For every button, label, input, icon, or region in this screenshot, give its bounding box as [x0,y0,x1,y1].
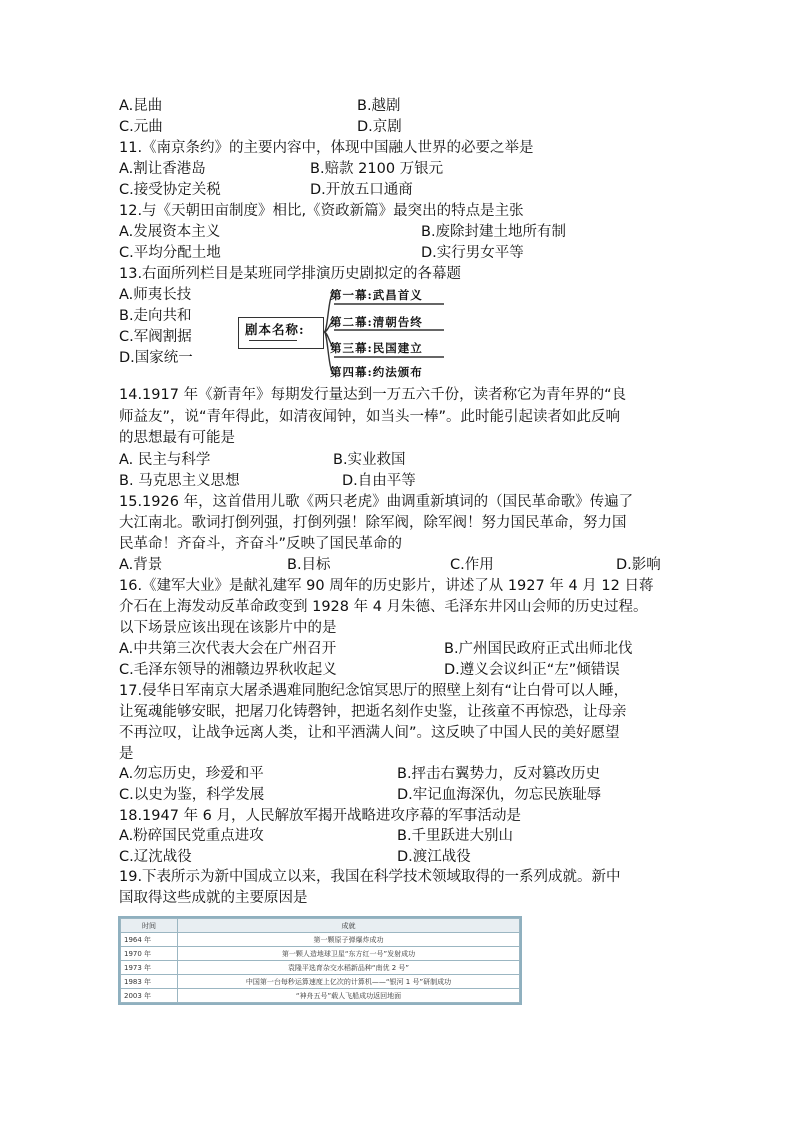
q17-line-3: 不再泣叹，让战争远离人类，让和平酒满人间”。这反映了中国人民的美好愿望 [119,725,620,741]
q15-line-3: 民革命！齐奋斗，齐奋斗”反映了国民革命的 [119,536,403,552]
q16-option-d: D.遵义会议纠正“左”倾错误 [444,662,620,678]
act-3: 第三幕:民国建立 [330,341,423,355]
q18-stem: 18.1947 年 6 月，人民解放军揭开战略进攻序幕的军事活动是 [119,808,522,824]
q11-option-c: C.接受协定关税 [119,182,221,198]
q14-option-d: D.自由平等 [342,473,416,489]
q14-option-b: B.实业救国 [333,452,406,468]
header-achievement: 成就 [178,919,520,933]
q10-option-c: C.元曲 [119,119,163,135]
act-2: 第二幕:清朝告终 [330,315,423,329]
q19-line-1: 19.下表所示为新中国成立以来，我国在科学技术领域取得的一系列成就。新中 [119,869,621,885]
q14-line-2: 师益友”，说“青年得此，如清夜闻钟，如当头一棒”。此时能引起读者如此反响 [119,409,621,425]
q15-line-1: 15.1926 年，这首借用儿歌《两只老虎》曲调重新填词的（国民革命歌》传遍了 [119,494,634,510]
act-1: 第一幕:武昌首义 [330,288,423,302]
q15-line-2: 大江南北。歌词打倒列强，打倒列强！除军阀，除军阀！努力国民革命，努力国 [119,515,627,531]
q13-option-a: A.师夷长技 [119,287,192,303]
q18-option-a: A.粉碎国民党重点进攻 [119,828,264,844]
q11-option-a: A.割让香港岛 [119,161,206,177]
q17-option-d: D.牢记血海深仇，勿忘民族耻辱 [397,787,602,803]
header-time: 时间 [121,919,178,933]
q15-option-d: D.影响 [616,557,661,573]
act-4: 第四幕:约法颁布 [330,365,423,379]
q12-option-d: D.实行男女平等 [421,245,524,261]
q15-option-b: B.目标 [287,557,331,573]
q12-option-c: C.平均分配土地 [119,245,221,261]
q15-option-a: A.背景 [119,557,163,573]
q16-option-b: B.广州国民政府正式出师北伐 [444,641,633,657]
q16-option-c: C.毛泽东领导的湘赣边界秋收起义 [119,662,337,678]
q16-line-1: 16.《建军大业》是献礼建军 90 周年的历史影片，讲述了从 1927 年 4 月 12 日蒋 [119,578,654,594]
q14-line-3: 的思想最有可能是 [119,430,235,446]
q16-option-a: A.中共第三次代表大会在广州召开 [119,641,337,657]
q13-option-d: D.国家统一 [119,350,193,366]
q10-option-b: B.越剧 [357,98,401,114]
table-row [121,975,520,989]
row-time: 1973 年 [121,961,178,975]
q18-option-d: D.渡江战役 [397,849,471,865]
table-row [121,989,520,1003]
q19-line-2: 国取得这些成就的主要原因是 [119,890,308,906]
row-time: 1970 年 [121,947,178,961]
row-achievement: 第一颗原子弹爆炸成功 [178,933,520,947]
row-achievement: “神舟五号”载人飞船成功返回地面 [178,989,520,1003]
row-achievement: 袁隆平选育杂交水稻新品种“南优 2 号” [178,961,520,975]
q13-option-c: C.军阀割据 [119,329,192,345]
play-acts-diagram [238,284,448,380]
q11-option-b: B.赔款 2100 万银元 [310,161,444,177]
table-row [121,961,520,975]
table-row [121,947,520,961]
row-time: 1983 年 [121,975,178,989]
q17-line-2: 让冤魂能够安眠，把屠刀化铸磬钟，把逝名刻作史鉴，让孩童不再惊恐，让母亲 [119,704,627,720]
q14-option-a: A. 民主与科学 [119,452,211,468]
row-time: 1964 年 [121,933,178,947]
row-time: 2003 年 [121,989,178,1003]
q12-stem: 12.与《天朝田亩制度》相比,《资政新篇》最突出的特点是主张 [119,203,524,219]
q15-option-c: C.作用 [450,557,494,573]
q17-option-c: C.以史为鉴，科学发展 [119,787,265,803]
q12-option-a: A.发展资本主义 [119,224,221,240]
table-row [121,933,520,947]
q17-line-4: 是 [119,746,134,762]
q18-option-c: C.辽沈战役 [119,849,192,865]
q14-line-1: 14.1917 年《新青年》每期发行量达到一万五六千份，读者称它为青年界的“良 [119,387,627,403]
q17-line-1: 17.侵华日军南京大屠杀遇难同胞纪念馆冥思厅的照壁上刻有“让白骨可以人睡， [119,683,629,699]
script-title-box [238,317,324,349]
row-achievement: 第一颗人造地球卫星“东方红一号”发射成功 [178,947,520,961]
q16-line-2: 介石在上海发动反革命政变到 1928 年 4 月朱德、毛泽东井冈山会师的历史过程。 [119,599,648,615]
q11-stem: 11.《南京条约》的主要内容中，体现中国融人世界的必要之举是 [119,140,534,156]
q10-option-a: A.昆曲 [119,98,163,114]
achievements-table [118,916,522,1005]
q11-option-d: D.开放五口通商 [310,182,413,198]
q13-option-b: B.走向共和 [119,308,192,324]
script-title-blank [249,340,297,341]
q14-option-c: B. 马克思主义思想 [119,473,240,489]
q12-option-b: B.废除封建土地所有制 [421,224,567,240]
row-achievement: 中国第一台每秒运算速度上亿次的计算机——“银河 1 号”研制成功 [178,975,520,989]
q10-option-d: D.京剧 [357,119,402,135]
q18-option-b: B.千里跃进大别山 [397,828,514,844]
q17-option-a: A.勿忘历史，珍爱和平 [119,766,264,782]
script-title-label: 剧本名称: [245,322,305,337]
q16-line-3: 以下场景应该出现在该影片中的是 [119,620,337,636]
q17-option-b: B.抨击右翼势力，反对篡改历史 [397,766,601,782]
table-header-row [121,919,520,933]
q13-stem: 13.右面所列栏目是某班同学排演历史剧拟定的各幕题 [119,266,462,282]
